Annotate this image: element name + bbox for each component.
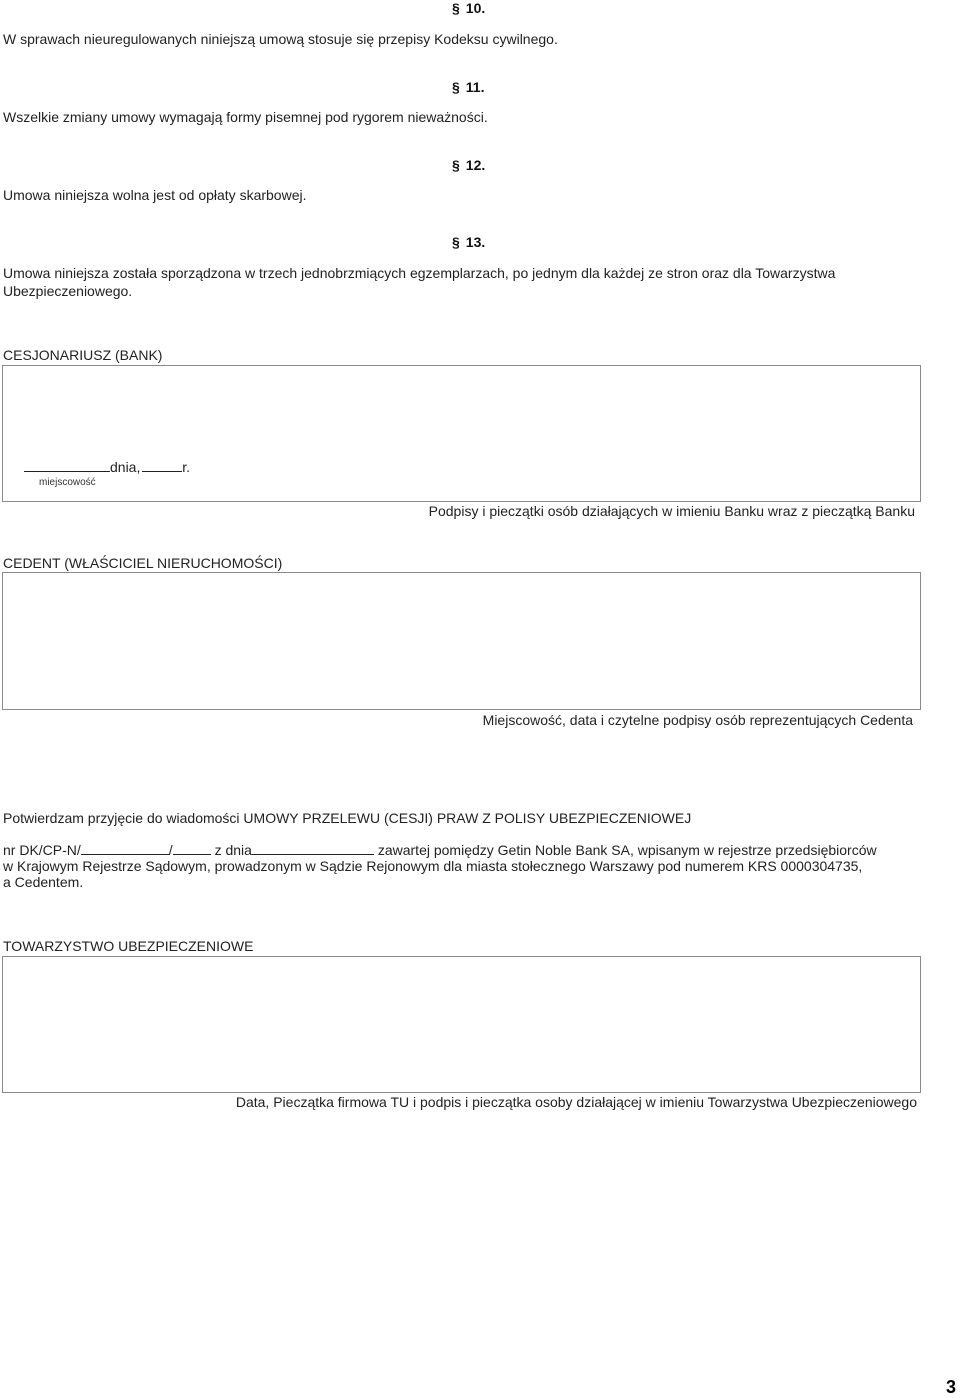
section-symbol: § xyxy=(452,0,460,16)
section-13-number: § 13. xyxy=(452,234,486,250)
date-blank xyxy=(142,459,182,472)
dnia-label: dnia, xyxy=(110,459,141,475)
place-date-line xyxy=(24,459,190,475)
section-10-text: W sprawach nieuregulowanych niniejszą umową stosuje się przepisy Kodeksu cywilnego. xyxy=(3,31,558,47)
bank-signature-caption: Podpisy i pieczątki osób działających w imieniu Banku wraz z pieczątką Banku xyxy=(428,503,915,519)
insurer-heading: TOWARZYSTWO UBEZPIECZENIOWE xyxy=(3,938,254,954)
contract-date-blank xyxy=(252,842,374,855)
contract-number-blank xyxy=(81,842,169,855)
cedent-signature-caption: Miejscowość, data i czytelne podpisy osób reprezentujących Cedenta xyxy=(482,712,913,728)
confirmation-line1: Potwierdzam przyjęcie do wiadomości UMOWY PRZELEWU (CESJI) PRAW Z POLISY UBEZPIECZENIOWEJ xyxy=(3,810,692,826)
section-symbol: § xyxy=(452,234,460,250)
section-12-number: § 12. xyxy=(452,157,486,173)
insurer-signature-caption: Data, Pieczątka firmowa TU i podpis i pieczątka osoby działającej w imieniu Towarzystwa Ubezpieczeniowego xyxy=(235,1094,917,1110)
confirmation-line4: a Cedentem. xyxy=(3,874,84,890)
section-symbol: § xyxy=(452,79,460,95)
section-11-text: Wszelkie zmiany umowy wymagają formy pisemnej pod rygorem nieważności. xyxy=(3,109,488,125)
section-12-text: Umowa niniejsza wolna jest od opłaty skarbowej. xyxy=(3,187,307,203)
cedent-heading: CEDENT (WŁAŚCICIEL NIERUCHOMOŚCI) xyxy=(3,555,283,571)
z-dnia-label: z dnia xyxy=(214,842,252,858)
r-label: r. xyxy=(182,459,191,475)
cesjonariusz-heading: CESJONARIUSZ (BANK) xyxy=(3,347,163,363)
section-11-number: § 11. xyxy=(452,79,485,95)
slash: / xyxy=(168,842,173,858)
miejscowosc-label: miejscowość xyxy=(39,477,96,488)
section-symbol: § xyxy=(452,157,460,173)
section-13-text-line1: Umowa niniejsza została sporządzona w trzech jednobrzmiących egzemplarzach, po jednym dla każdej ze stron oraz dla Towarzystwa xyxy=(3,265,836,281)
bank-signature-box xyxy=(2,365,921,502)
section-13-text-line2: Ubezpieczeniowego. xyxy=(3,283,133,299)
cedent-signature-box xyxy=(2,572,921,710)
confirmation-line2 xyxy=(3,842,877,858)
confirmation-line3: w Krajowym Rejestrze Sądowym, prowadzonym w Sądzie Rejonowym dla miasta stołecznego Warszawy pod numerem KRS 0000304735, xyxy=(3,858,863,874)
section-10-number: § 10. xyxy=(452,0,486,16)
page-number: 3 xyxy=(945,1377,956,1397)
place-blank xyxy=(24,459,110,472)
contract-year-blank xyxy=(173,842,211,855)
insurer-signature-box xyxy=(2,956,921,1093)
nr-label: nr DK/CP-N/ xyxy=(3,842,81,858)
confirmation-line2-rest: zawartej pomiędzy Getin Noble Bank SA, wpisanym w rejestrze przedsiębiorców xyxy=(377,842,877,858)
